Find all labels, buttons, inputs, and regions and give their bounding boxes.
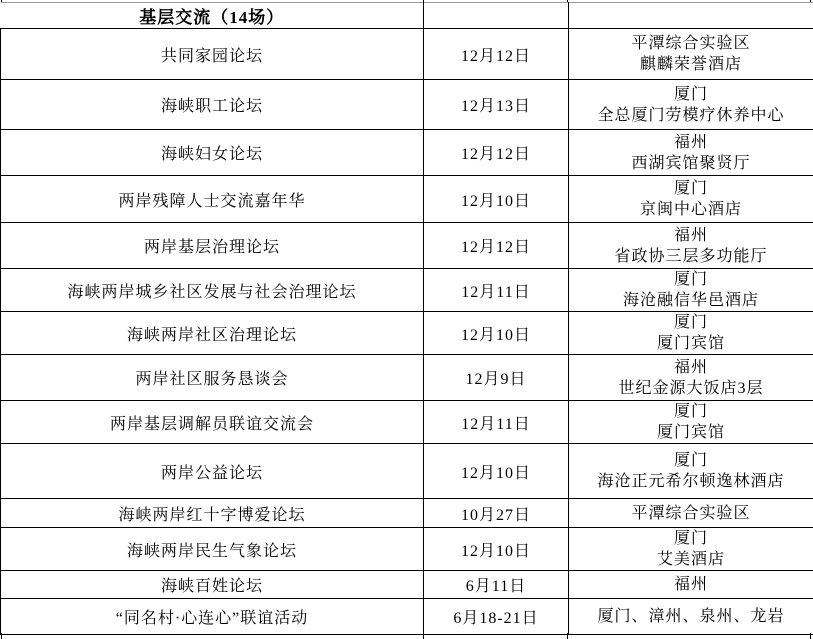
event-cell: 海峡两岸社区治理论坛 xyxy=(1,312,424,355)
location-line-2: 厦门宾馆 xyxy=(656,424,725,441)
grid-line-stub xyxy=(567,633,568,639)
location-line-1: 厦门、漳州、泉州、龙岩 xyxy=(597,608,785,625)
event-cell: “同名村·心连心”联谊活动 xyxy=(1,599,424,635)
location-line-1: 厦门 xyxy=(673,403,708,420)
date-cell: 6月18-21日 xyxy=(424,599,569,635)
location-line-2: 艾美酒店 xyxy=(656,551,725,568)
table-row xyxy=(1,599,813,635)
grid-line-stub xyxy=(1,0,2,2)
location-cell xyxy=(569,80,813,130)
location-cell xyxy=(569,499,813,528)
event-cell: 海峡职工论坛 xyxy=(1,80,424,130)
date-cell: 12月10日 xyxy=(424,312,569,355)
grid-line-stub xyxy=(810,0,811,2)
location-cell xyxy=(569,571,813,599)
section-title: 基层交流（14场） xyxy=(1,3,424,29)
location-line-1: 厦门 xyxy=(673,314,708,331)
location-line-1: 福州 xyxy=(673,133,708,151)
location-line-2: 麒麟荣誉酒店 xyxy=(639,56,742,73)
event-cell: 两岸公益论坛 xyxy=(1,444,424,499)
location-line-1: 厦门 xyxy=(673,271,708,288)
location-line-2: 厦门宾馆 xyxy=(656,335,725,352)
table-row xyxy=(1,80,813,130)
location-line-2: 西湖宾馆聚贤厅 xyxy=(631,154,751,172)
date-cell: 12月11日 xyxy=(424,269,569,312)
location-line-2: 全总厦门劳模疗休养中心 xyxy=(597,106,785,124)
table-row xyxy=(1,444,813,499)
location-line-1: 福州 xyxy=(673,226,708,244)
location-cell xyxy=(569,444,813,499)
empty-header-date-cell xyxy=(424,3,569,29)
location-cell xyxy=(569,528,813,571)
date-cell: 12月9日 xyxy=(424,355,569,401)
location-cell xyxy=(569,223,813,269)
location-line-1: 福州 xyxy=(673,576,708,593)
section-header-row xyxy=(1,3,813,29)
event-cell: 共同家园论坛 xyxy=(1,29,424,80)
table-row xyxy=(1,312,813,355)
grid-line-stub xyxy=(423,0,424,2)
table-row xyxy=(1,401,813,444)
event-cell: 两岸社区服务恳谈会 xyxy=(1,355,424,401)
grid-line-stub xyxy=(1,633,2,639)
location-cell xyxy=(569,599,813,635)
location-line-2: 省政协三层多功能厅 xyxy=(614,247,768,265)
event-cell: 海峡两岸民生气象论坛 xyxy=(1,528,424,571)
table-row xyxy=(1,269,813,312)
location-cell xyxy=(569,176,813,223)
date-cell: 12月11日 xyxy=(424,401,569,444)
location-line-1: 福州 xyxy=(673,358,708,376)
location-line-2: 京闽中心酒店 xyxy=(639,201,742,218)
date-cell: 12月12日 xyxy=(424,29,569,80)
location-cell xyxy=(569,401,813,444)
table-row xyxy=(1,499,813,528)
location-cell xyxy=(569,29,813,80)
date-cell: 6月11日 xyxy=(424,571,569,599)
table-row xyxy=(1,528,813,571)
date-cell: 12月13日 xyxy=(424,80,569,130)
table-row xyxy=(1,223,813,269)
location-cell xyxy=(569,312,813,355)
location-line-1: 厦门 xyxy=(673,180,708,197)
table-row xyxy=(1,29,813,80)
event-cell: 两岸残障人士交流嘉年华 xyxy=(1,176,424,223)
location-line-2: 世纪金源大饭店3层 xyxy=(618,379,764,397)
location-line-1: 厦门 xyxy=(673,85,708,103)
location-line-1: 平潭综合实验区 xyxy=(631,504,751,522)
table-row xyxy=(1,130,813,176)
location-line-2: 海沧融信华邑酒店 xyxy=(622,292,759,309)
location-line-2: 海沧正元希尔顿逸林酒店 xyxy=(597,473,785,490)
date-cell: 12月10日 xyxy=(424,176,569,223)
grid-line-stub xyxy=(567,0,568,2)
grid-line-stub xyxy=(810,633,811,639)
date-cell: 12月12日 xyxy=(424,223,569,269)
location-line-1: 厦门 xyxy=(673,530,708,547)
event-cell: 两岸基层治理论坛 xyxy=(1,223,424,269)
event-cell: 海峡妇女论坛 xyxy=(1,130,424,176)
date-cell: 10月27日 xyxy=(424,499,569,528)
table-row xyxy=(1,176,813,223)
location-cell xyxy=(569,269,813,312)
event-cell: 海峡两岸红十字博爱论坛 xyxy=(1,499,424,528)
location-cell xyxy=(569,130,813,176)
location-line-1: 厦门 xyxy=(673,452,708,469)
event-cell: 海峡百姓论坛 xyxy=(1,571,424,599)
location-line-1: 平潭综合实验区 xyxy=(631,35,751,52)
date-cell: 12月10日 xyxy=(424,528,569,571)
event-cell: 海峡两岸城乡社区发展与社会治理论坛 xyxy=(1,269,424,312)
table-row xyxy=(1,355,813,401)
date-cell: 12月12日 xyxy=(424,130,569,176)
table-row xyxy=(1,571,813,599)
grid-line-stub xyxy=(423,633,424,639)
empty-header-location-cell xyxy=(569,3,813,29)
location-cell xyxy=(569,355,813,401)
event-cell: 两岸基层调解员联谊交流会 xyxy=(1,401,424,444)
event-schedule-table xyxy=(0,2,813,635)
date-cell: 12月10日 xyxy=(424,444,569,499)
